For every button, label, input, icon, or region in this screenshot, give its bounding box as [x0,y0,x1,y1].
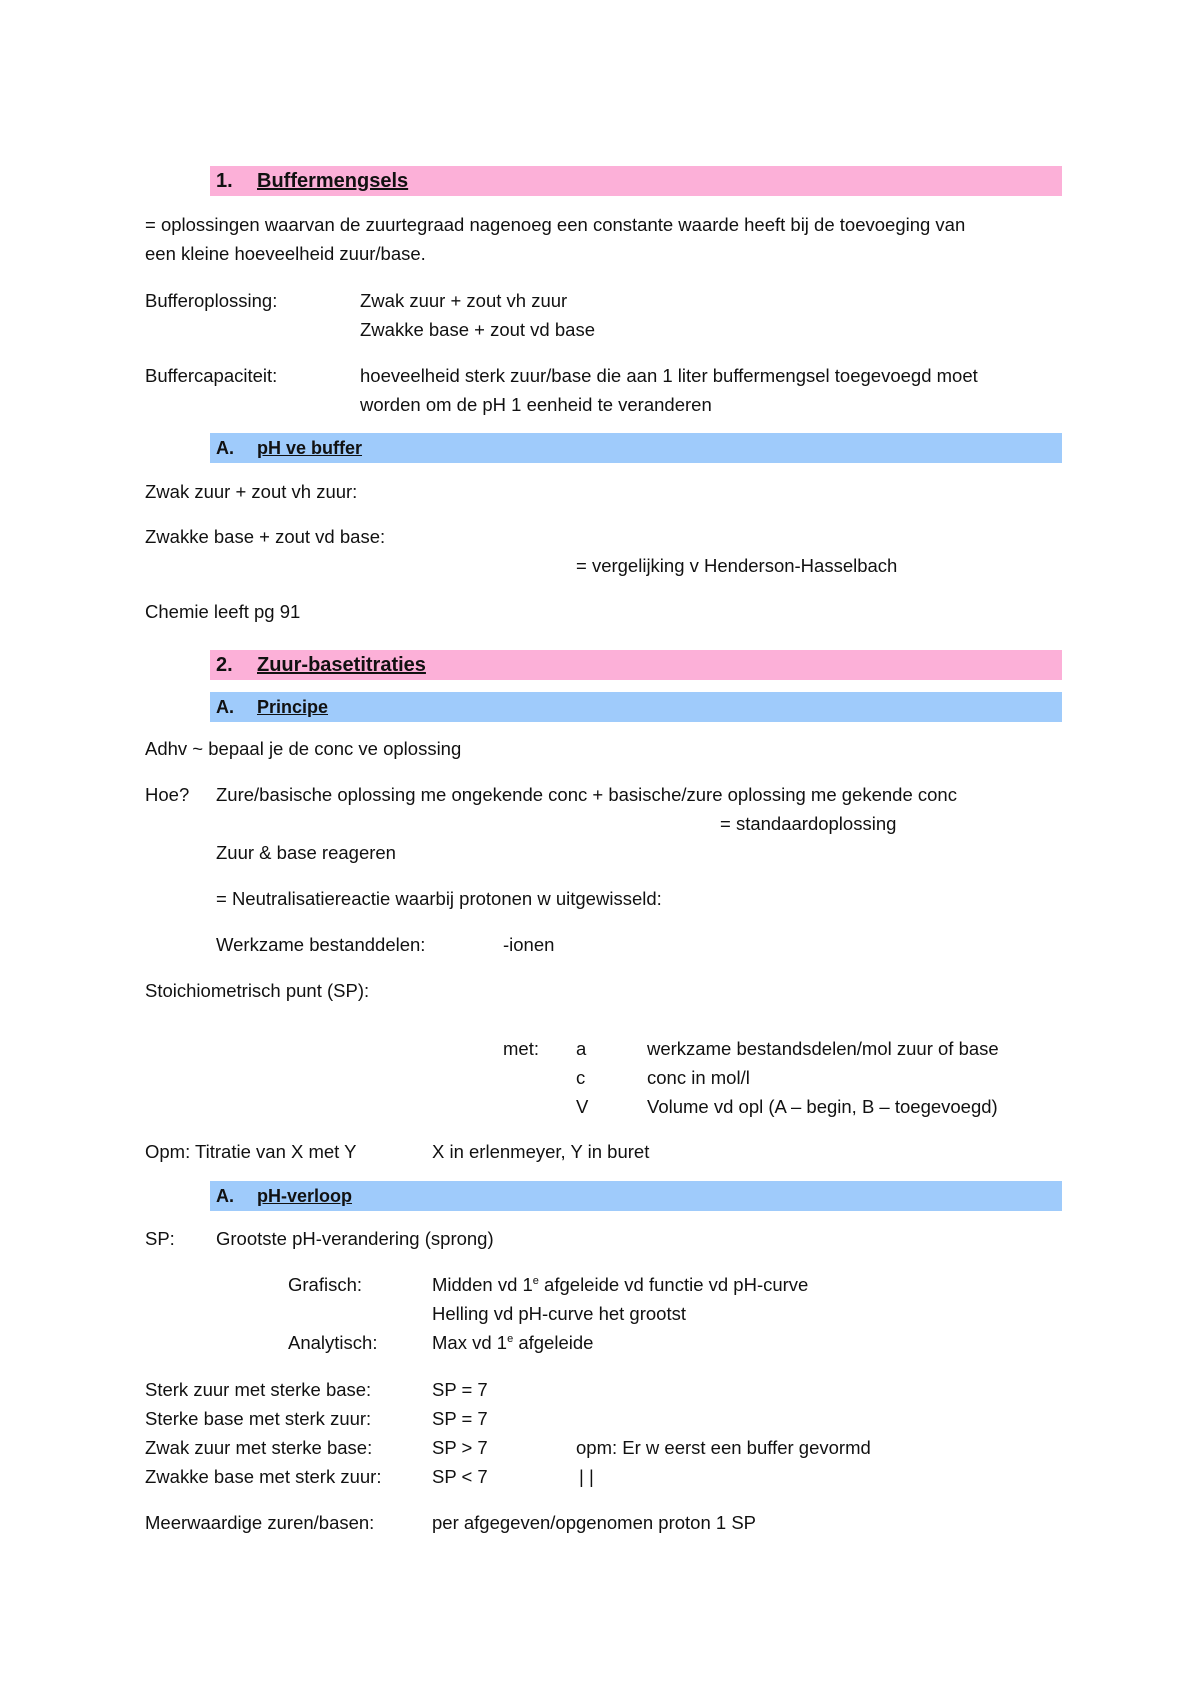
case-value: SP > 7 [432,1437,488,1458]
superscript: e [532,1274,539,1287]
definition-line-1: = oplossingen waarvan de zuurtegraad nagenoeg een constante waarde heeft bij de toevoeging van [145,214,966,235]
hoe-label: Hoe? [145,784,190,805]
case-note: opm: Er w eerst een buffer gevormd [576,1437,871,1458]
bufferoplossing-line-1: Zwak zuur + zout vh zuur [360,290,568,311]
legend-symbol: a [576,1038,587,1059]
subsection-ph-buffer-number: A. [216,438,234,458]
opm-label: Opm: Titratie van X met Y [145,1141,357,1162]
subsection-ph-buffer-title: pH ve buffer [257,438,363,458]
section-2-number: 2. [216,654,233,676]
buffercapaciteit-label: Buffercapaciteit: [145,365,278,386]
section-2-title: Zuur-basetitraties [257,654,426,676]
zwak-zuur-formula-label: Zwak zuur + zout vh zuur: [145,481,358,502]
opm-value: X in erlenmeyer, Y in buret [432,1141,650,1162]
legend-symbol: c [576,1067,586,1088]
legend-description: werkzame bestandsdelen/mol zuur of base [647,1038,999,1059]
stoichiometrisch-punt-label: Stoichiometrisch punt (SP): [145,980,370,1001]
section-1-number: 1. [216,170,233,192]
buffercapaciteit-line-2: worden om de pH 1 eenheid te veranderen [360,394,712,415]
legend-description: conc in mol/l [647,1067,750,1088]
case-note: | | [579,1466,594,1487]
werkzame-bestanddelen-label: Werkzame bestanddelen: [216,934,426,955]
case-label: Zwakke base met sterk zuur: [145,1466,382,1487]
case-label: Sterk zuur met sterke base: [145,1379,372,1400]
standaardoplossing-text: = standaardoplossing [720,813,897,834]
subsection-ph-verloop-title: pH-verloop [257,1186,353,1206]
grafisch-line-1: Midden vd 1e afgeleide vd functie vd pH-curve [432,1274,809,1295]
section-1-title: Buffermengsels [257,170,409,192]
sp-label: SP: [145,1228,175,1249]
neutralisatie-text: = Neutralisatiereactie waarbij protonen w uitgewisseld: [216,888,662,909]
superscript: e [507,1332,514,1345]
subsection-principe-title: Principe [257,697,329,717]
analytisch-label: Analytisch: [288,1332,378,1353]
meerwaardig-value: per afgegeven/opgenomen proton 1 SP [432,1512,756,1533]
subsection-ph-verloop-number: A. [216,1186,234,1206]
meerwaardig-label: Meerwaardige zuren/basen: [145,1512,375,1533]
case-label: Zwak zuur met sterke base: [145,1437,373,1458]
zwakke-base-formula-label: Zwakke base + zout vd base: [145,526,386,547]
legend-description: Volume vd opl (A – begin, B – toegevoegd) [647,1096,998,1117]
sp-text: Grootste pH-verandering (sprong) [216,1228,494,1249]
buffercapaciteit-line-1: hoeveelheid sterk zuur/base die aan 1 liter buffermengsel toegevoegd moet [360,365,978,386]
definition-line-2: een kleine hoeveelheid zuur/base. [145,243,426,264]
grafisch-label: Grafisch: [288,1274,363,1295]
case-value: SP < 7 [432,1466,488,1487]
grafisch-line-2: Helling vd pH-curve het grootst [432,1303,686,1324]
adhv-text: Adhv ~ bepaal je de conc ve oplossing [145,738,462,759]
case-label: Sterke base met sterk zuur: [145,1408,372,1429]
bufferoplossing-line-2: Zwakke base + zout vd base [360,319,595,340]
henderson-hasselbach-text: = vergelijking v Henderson-Hasselbach [576,555,898,576]
bufferoplossing-label: Bufferoplossing: [145,290,278,311]
chemie-leeft-reference: Chemie leeft pg 91 [145,601,301,622]
subsection-principe-number: A. [216,697,234,717]
subsection-principe-band [210,692,1062,722]
hoe-text: Zure/basische oplossing me ongekende conc + basische/zure oplossing me gekende conc [216,784,957,805]
case-value: SP = 7 [432,1379,488,1400]
case-value: SP = 7 [432,1408,488,1429]
met-label: met: [503,1038,539,1059]
analytisch-text: Max vd 1e afgeleide [432,1332,594,1353]
werkzame-bestanddelen-value: -ionen [503,934,555,955]
reageren-text: Zuur & base reageren [216,842,396,863]
legend-symbol: V [576,1096,589,1117]
